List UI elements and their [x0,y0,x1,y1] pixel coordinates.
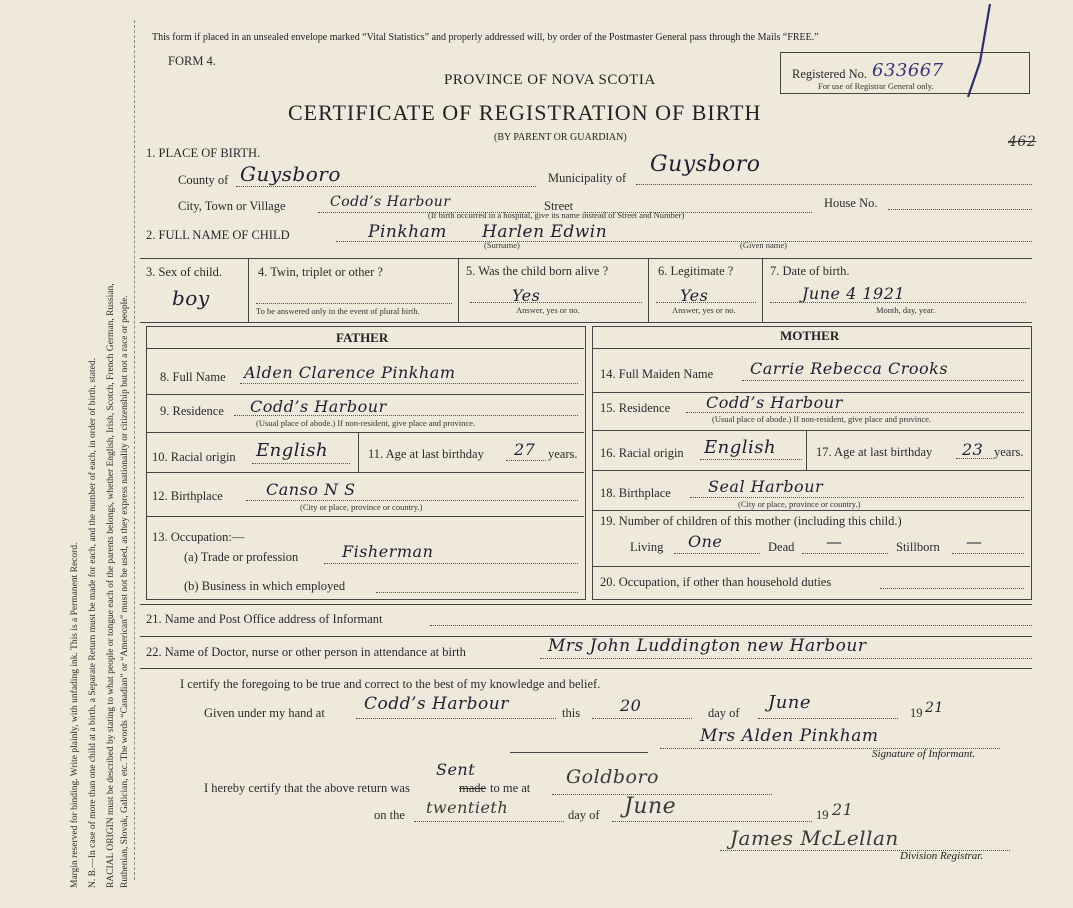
municipality-value: Guysboro [650,152,761,177]
registrar-text-before: I hereby certify that the above return was [204,781,410,795]
registrar-signature: James McLellan [730,826,899,850]
registered-label: Registered No. [792,67,867,81]
mother-still-label: Stillborn [896,540,940,554]
child-label: 2. FULL NAME OF CHILD [146,228,290,242]
check-mark [950,2,990,102]
father-years: years. [548,447,578,461]
mother-occ-label: 20. Occupation, if other than household duties [600,575,832,589]
certificate-title: CERTIFICATE OF REGISTRATION OF BIRTH [288,100,762,125]
father-res-note: (Usual place of abode.) If non-resident, give place and province. [256,418,476,428]
mother-birthplace: Seal Harbour [708,477,824,496]
registrar-year: 21 [832,800,854,819]
mother-bp-label: 18. Birthplace [600,486,671,500]
top-note: This form if placed in an unsealed envelope marked “Vital Statistics” and properly addressed will, by order of the Postmaster General pass through the Mails “FREE.” [152,32,819,43]
registrar-day-of: day of [568,808,600,822]
side-note-racial-1: RACIAL ORIGIN must be described by stating to what people or tongue each of the parents belongs, whether English, Irish, Scotch, French German, Russian, [106,283,116,888]
mother-age-label: 17. Age at last birthday [816,445,933,459]
father-race-label: 10. Racial origin [152,450,236,464]
father-trade: Fisherman [342,542,434,561]
mother-years: years. [994,445,1024,459]
father-age-label: 11. Age at last birthday [368,447,484,461]
father-name: Alden Clarence Pinkham [244,363,456,382]
side-note-nb: N. B.—In case of more than one child at a birth, a Separate Return must be made for each, and the number of each, in order of birth, stated. [88,358,98,888]
given-day: 20 [620,696,642,715]
mother-dead-label: Dead [768,540,795,554]
father-res-label: 9. Residence [160,404,224,418]
corner-mark: 462 [1008,134,1037,150]
given-place: Codd’s Harbour [364,694,509,714]
child-surname: Pinkham [368,222,447,242]
registrar-year-prefix: 19 [816,808,829,822]
father-residence: Codd’s Harbour [250,397,387,416]
mother-res-note: (Usual place of abode.) If non-resident, give place and province. [712,414,932,424]
day-of-label: day of [708,706,740,720]
alive-label: 5. Was the child born alive ? [466,264,609,278]
informant-signature: Mrs Alden Pinkham [700,726,879,746]
legit-value: Yes [680,286,709,305]
province: PROVINCE OF NOVA SCOTIA [444,72,656,88]
mother-name-label: 14. Full Maiden Name [600,367,714,381]
surname-note: (Surname) [484,240,520,250]
registrar-caption: Division Registrar. [900,850,984,862]
legit-label: 6. Legitimate ? [658,264,734,278]
form-number: FORM 4. [168,54,216,68]
father-heading: FATHER [336,330,389,345]
county-value: Guysboro [240,162,341,186]
given-note: (Given name) [740,240,787,250]
informant-label: 21. Name and Post Office address of Informant [146,612,383,626]
father-birthplace: Canso N S [266,480,356,499]
dob-note: Month, day, year. [876,305,936,315]
alive-note: Answer, yes or no. [516,305,580,315]
mother-residence: Codd’s Harbour [706,393,843,412]
father-name-label: 8. Full Name [160,370,226,384]
registrar-text-after: to me at [490,781,531,795]
sex-value: boy [172,286,210,310]
street-label: Street [544,199,574,213]
alive-value: Yes [512,286,541,305]
doctor-value: Mrs John Luddington new Harbour [548,636,867,656]
mother-living-label: Living [630,540,664,554]
child-given: Harlen Edwin [482,222,608,242]
registrar-sent: Sent [436,760,476,779]
registered-note: For use of Registrar General only. [818,81,934,91]
dob-label: 7. Date of birth. [770,264,850,278]
registrar-place: Goldboro [566,766,659,788]
mother-res-label: 15. Residence [600,401,671,415]
year-prefix: 19 [910,706,923,720]
father-bp-label: 12. Birthplace [152,489,223,503]
house-label: House No. [824,196,878,210]
place-heading: 1. PLACE OF BIRTH. [146,146,261,160]
mother-still: — [966,532,983,551]
registrar-month: June [624,794,677,819]
father-race: English [256,440,329,461]
side-note-racial-2: Ruthenian, Slovak, Galician, etc. The words “Canadian” or “American” must not be used, as they express nationality or citizenship but not a race or people. [120,295,130,888]
father-bp-note: (City or place, province or country.) [300,502,423,512]
father-business-label: (b) Business in which employed [184,579,346,593]
registered-number: 633667 [872,60,944,81]
twin-label: 4. Twin, triplet or other ? [258,265,383,279]
subtitle: (BY PARENT OR GUARDIAN) [494,132,627,143]
city-value: Codd’s Harbour [330,194,451,210]
municipality-label: Municipality of [548,171,627,185]
registrar-struck: made [459,781,487,795]
father-age: 27 [514,440,536,459]
city-label: City, Town or Village [178,199,286,213]
mother-name: Carrie Rebecca Crooks [750,359,949,378]
given-month: June [768,692,812,713]
this-label: this [562,706,581,720]
father-occ-label: 13. Occupation:— [152,530,245,544]
mother-race-label: 16. Racial origin [600,446,684,460]
mother-dead: — [826,532,843,551]
dob-value: June 4 1921 [802,284,906,303]
given-year: 21 [925,700,944,716]
hospital-note: (If birth occurred in a hospital, give its name instead of Street and Number) [428,210,685,220]
mother-bp-note: (City or place, province or country.) [738,499,861,509]
mother-race: English [704,437,777,458]
given-label: Given under my hand at [204,706,325,720]
mother-age: 23 [962,440,984,459]
twin-note: To be answered only in the event of plural birth. [256,306,420,316]
legit-note: Answer, yes or no. [672,305,736,315]
registrar-day: twentieth [426,798,509,817]
sex-label: 3. Sex of child. [146,265,223,279]
mother-heading: MOTHER [780,328,840,343]
doctor-label: 22. Name of Doctor, nurse or other person in attendance at birth [146,645,466,659]
on-the-label: on the [374,808,405,822]
county-label: County of [178,173,229,187]
side-note-margin: Margin reserved for binding. Write plainly, with unfading ink. This is a Permanent Record. [70,542,80,888]
mother-children-label: 19. Number of children of this mother (including this child.) [600,514,902,528]
certify-text: I certify the foregoing to be true and correct to the best of my knowledge and belief. [180,677,601,691]
informant-sig-caption: Signature of Informant. [872,748,976,760]
mother-living: One [688,532,723,551]
father-trade-label: (a) Trade or profession [184,550,299,564]
